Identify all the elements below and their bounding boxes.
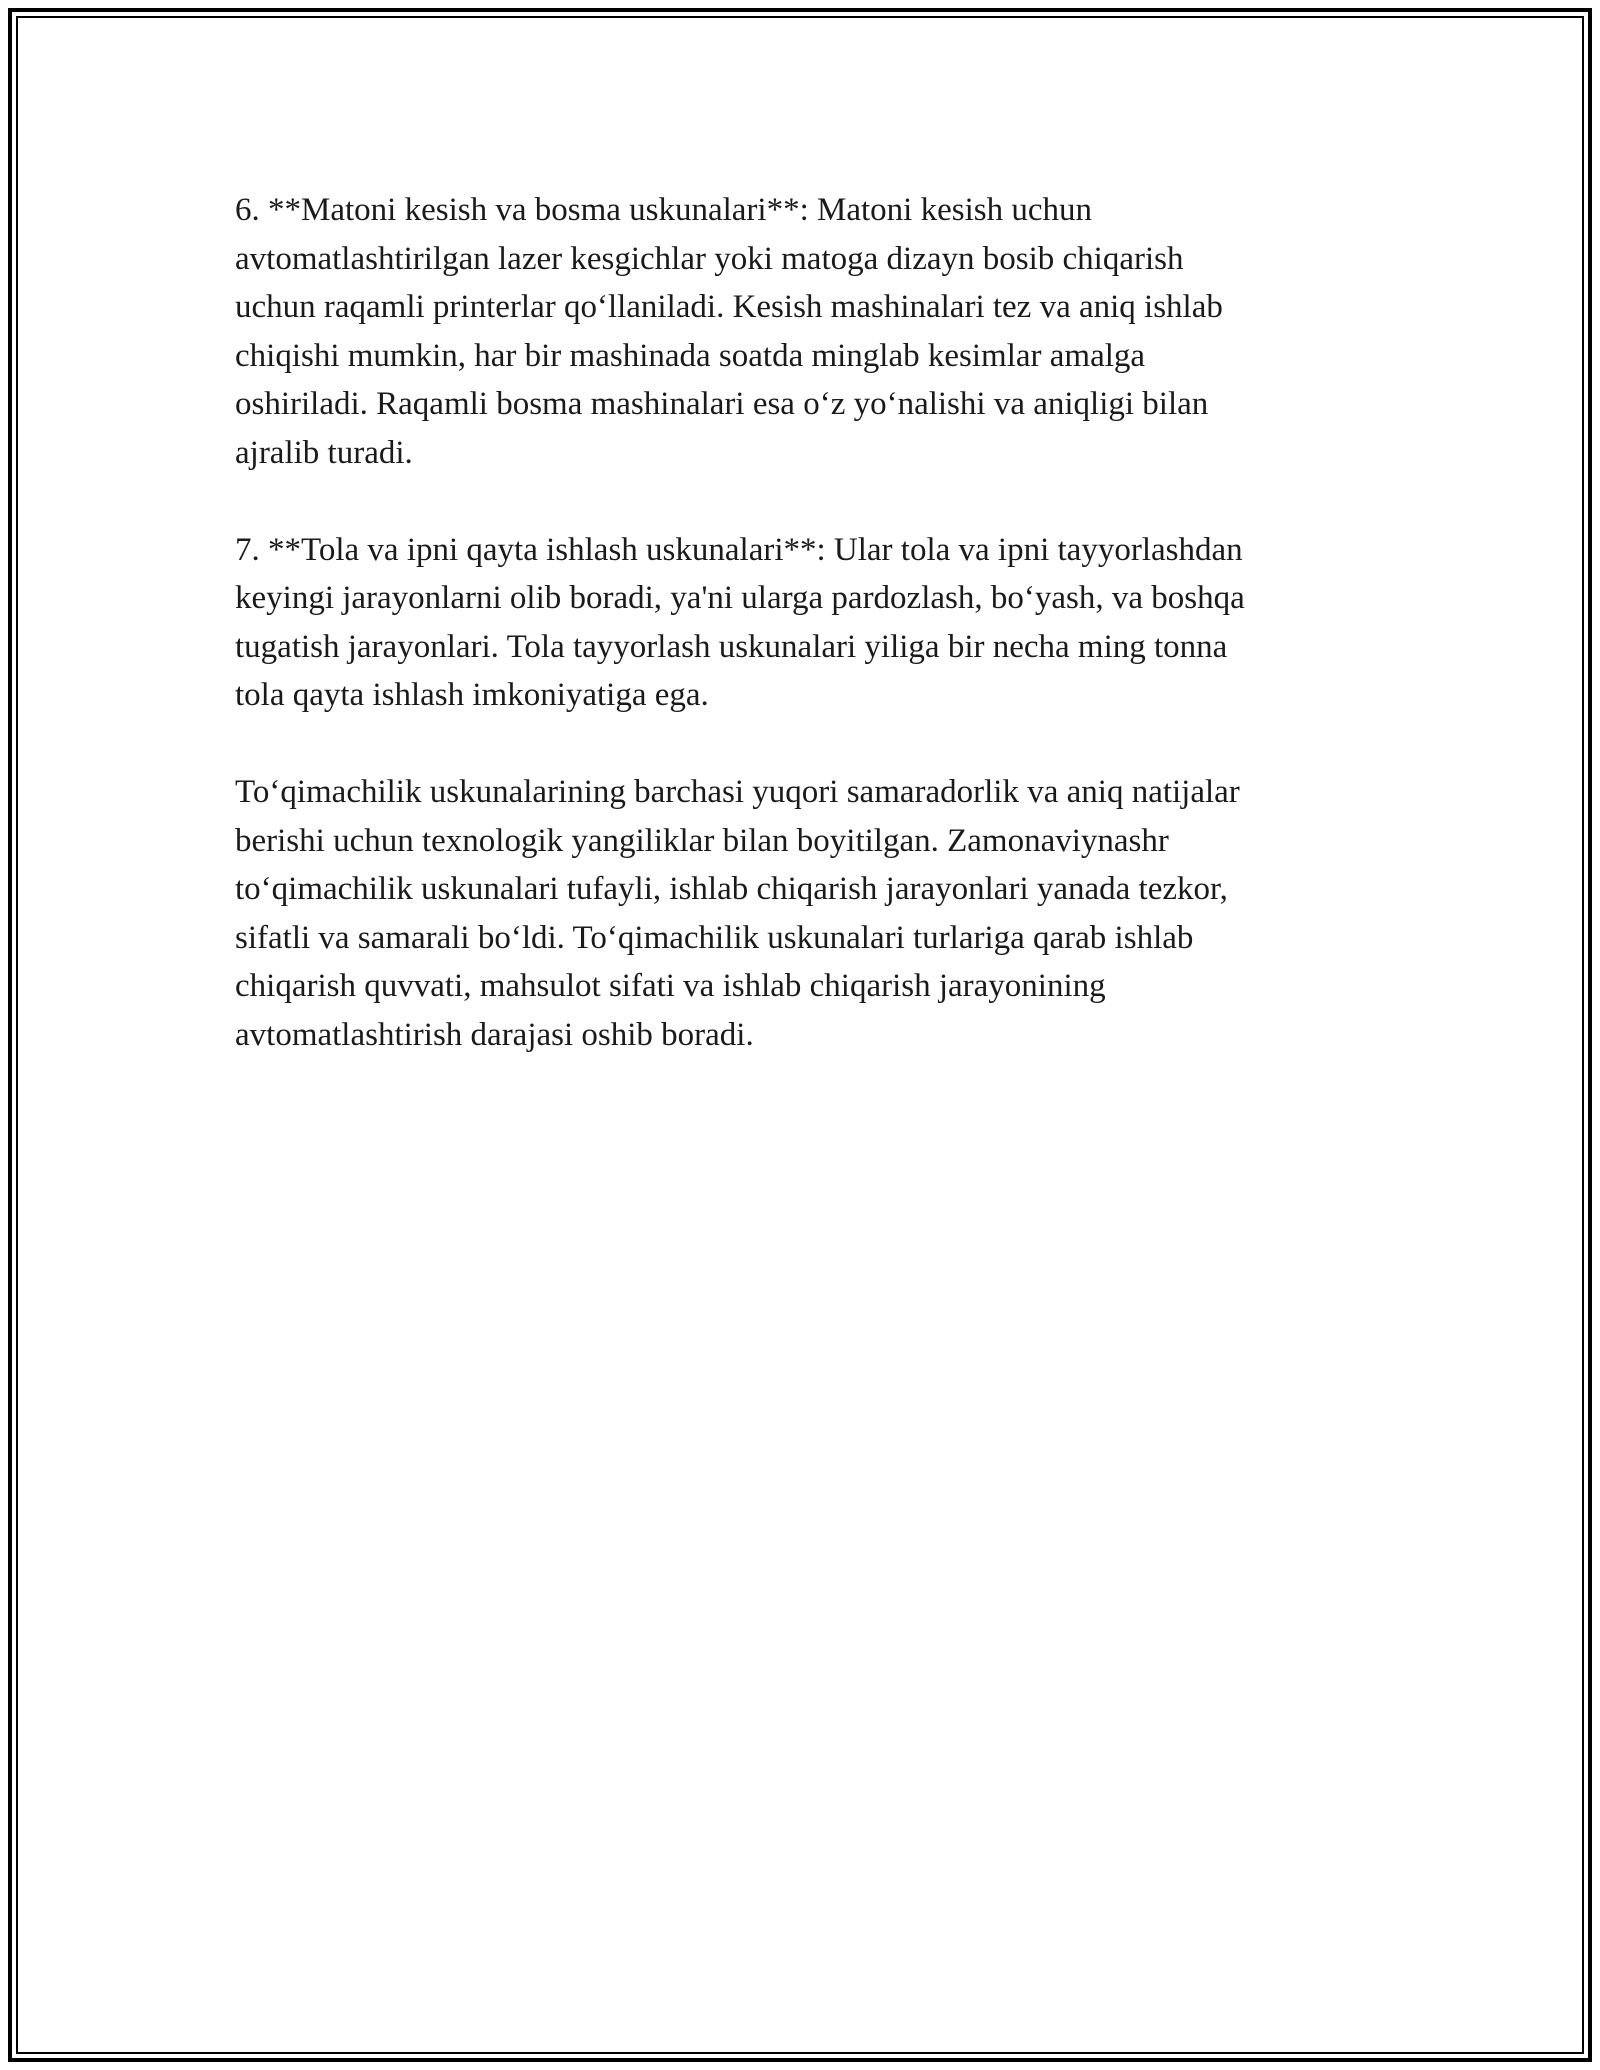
text-line: chiqishi mumkin, har bir mashinada soatda minglab kesimlar amalga — [235, 337, 1146, 374]
text-line: sifatli va samarali bo‘ldi. To‘qimachilik uskunalari turlariga qarab ishlab — [235, 919, 1194, 956]
text-line: to‘qimachilik uskunalari tufayli, ishlab chiqarish jarayonlari yanada tezkor, — [235, 871, 1228, 907]
text-line: oshiriladi. Raqamli bosma mashinalari esa o‘z yo‘nalishi va aniqligi bilan — [235, 386, 1209, 422]
text-line: ajralib turadi. — [235, 434, 413, 471]
text-line: avtomatlashtirilgan lazer kesgichlar yoki matoga dizayn bosib chiqarish — [235, 240, 1184, 277]
paragraph-item-6-cutting-printing — [235, 186, 1370, 477]
text-line: tugatish jarayonlari. Tola tayyorlash uskunalari yiliga bir necha ming tonna — [235, 628, 1228, 665]
text-line: 7. **Tola va ipni qayta ishlash uskunalari**: Ular tola va ipni tayyorlashdan — [235, 531, 1243, 568]
text-line: tola qayta ishlash imkoniyatiga ega. — [235, 677, 709, 713]
text-line: berishi uchun texnologik yangiliklar bilan boyitilgan. Zamonaviynashr — [235, 822, 1169, 859]
text-line: avtomatlashtirish darajasi oshib boradi. — [235, 1016, 754, 1053]
text-line: keyingi jarayonlarni olib boradi, ya'ni ularga pardozlash, bo‘yash, va boshqa — [235, 580, 1245, 616]
text-line: 6. **Matoni kesish va bosma uskunalari**: Matoni kesish uchun — [235, 192, 1092, 228]
text-line: uchun raqamli printerlar qo‘llaniladi. Kesish mashinalari tez va aniq ishlab — [235, 289, 1223, 325]
document-body — [235, 186, 1370, 1108]
text-line: To‘qimachilik uskunalarining barchasi yuqori samaradorlik va aniq natijalar — [235, 774, 1240, 810]
paragraph-conclusion — [235, 768, 1370, 1059]
text-line: chiqarish quvvati, mahsulot sifati va ishlab chiqarish jarayonining — [235, 968, 1106, 1004]
paragraph-item-7-fiber-processing — [235, 526, 1370, 720]
